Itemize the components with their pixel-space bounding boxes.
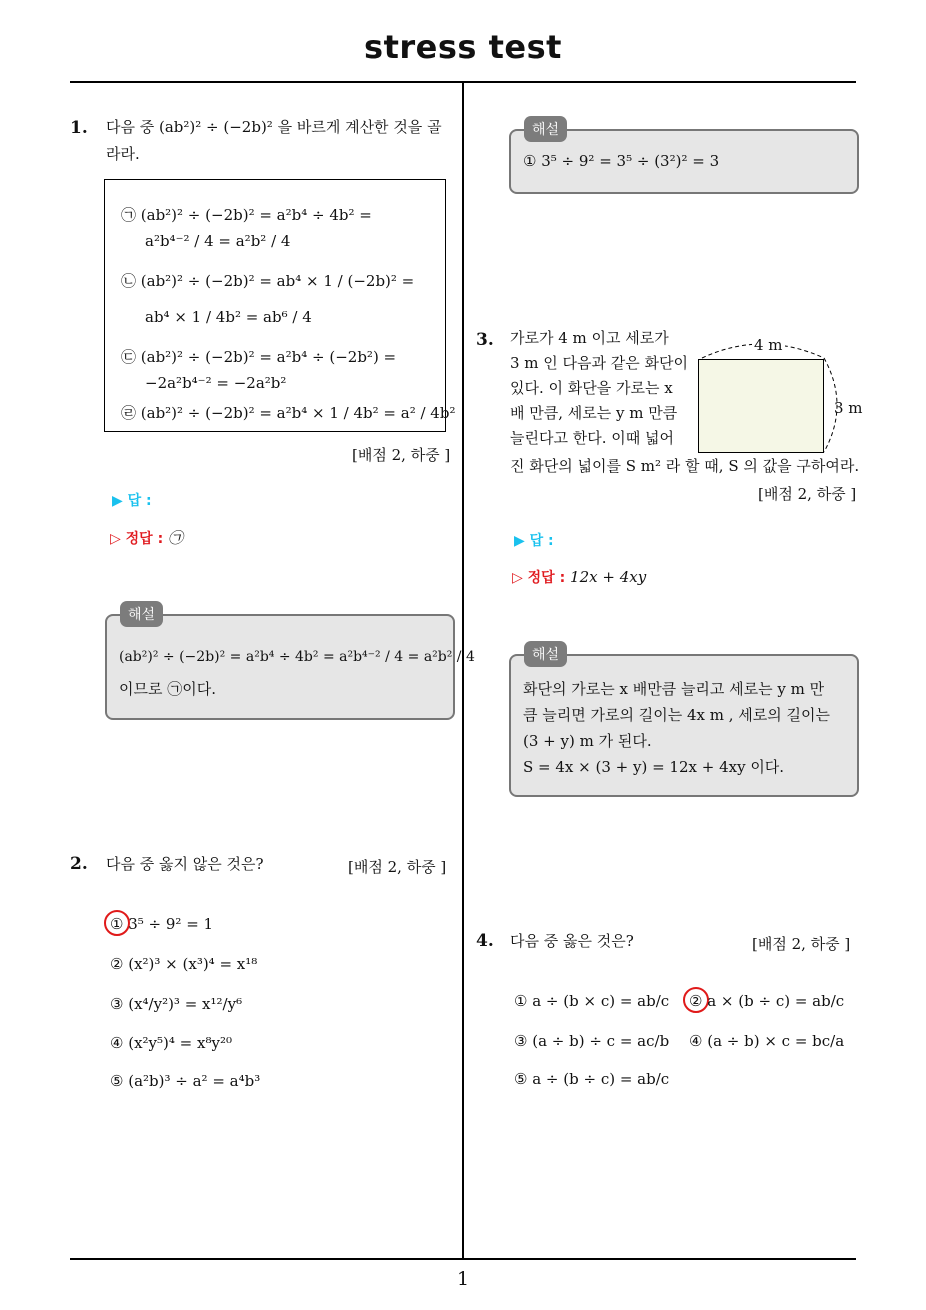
- correct-value: 12x + 4xy: [570, 568, 647, 586]
- solution-line: 큼 늘리면 가로의 길이는 4x m , 세로의 길이는: [523, 706, 830, 724]
- score-label: [배점 2, 하중 ]: [348, 858, 447, 876]
- correct-answer: [110, 527, 183, 548]
- question-number: 2.: [70, 854, 88, 874]
- question-text: 다음 중 (ab²)² ÷ (−2b)² 을 바르게 계산한 것을 골라라.: [106, 118, 442, 163]
- question-text-line: 진 화단의 넓이를 S m² 라 할 때, S 의 값을 구하여라.: [510, 457, 860, 475]
- question-text-line: 배 만큼, 세로는 y m 만큼: [510, 404, 678, 422]
- garden-rect: [698, 359, 824, 453]
- solution-line: S = 4x × (3 + y) = 12x + 4xy 이다.: [523, 758, 785, 776]
- column-divider: [462, 82, 464, 1259]
- option-line: ㉡ (ab²)² ÷ (−2b)² = ab⁴ × 1 / (−2b)² =: [121, 272, 415, 290]
- answer-label: ▶ 답 :: [514, 533, 554, 549]
- question-number: 1.: [70, 118, 88, 138]
- solution-tag: 해설: [524, 641, 567, 667]
- option-line: ② (x²)³ × (x³)⁴ = x¹⁸: [110, 955, 258, 973]
- question-text-line: 가로가 4 m 이고 세로가: [510, 329, 669, 347]
- option-line: ③ (x⁴/y²)³ = x¹²/y⁶: [110, 995, 243, 1013]
- solution-line: ① 3⁵ ÷ 9² = 3⁵ ÷ (3²)² = 3: [523, 152, 720, 170]
- option-line: ② a × (b ÷ c) = ab/c: [689, 992, 845, 1010]
- option-line: ④ (x²y⁵)⁴ = x⁸y²⁰: [110, 1034, 232, 1052]
- solution-box: [105, 614, 475, 720]
- page-title: stress test: [364, 28, 562, 66]
- solution-box: [509, 654, 859, 797]
- option-line: ① 3⁵ ÷ 9² = 1: [110, 915, 214, 933]
- correct-answer: [512, 567, 646, 587]
- question-text-line: 늘린다고 한다. 이때 넓어: [510, 429, 674, 447]
- option-line: ⑤ a ÷ (b ÷ c) = ab/c: [514, 1070, 670, 1088]
- height-label: 3 m: [834, 399, 863, 417]
- footer-rule: [70, 1258, 856, 1260]
- correct-label: ▷ 정답 :: [512, 570, 566, 586]
- question-text-line: 3 m 인 다음과 같은 화단이: [510, 354, 689, 372]
- question-text: 다음 중 옳은 것은?: [510, 932, 634, 950]
- answer-label: ▶ 답 :: [112, 493, 152, 509]
- options-box: [104, 179, 456, 432]
- page-number: 1: [456, 1268, 470, 1290]
- score-label: [배점 2, 하중 ]: [752, 935, 851, 953]
- option-line: ④ (a ÷ b) × c = bc/a: [689, 1032, 845, 1050]
- correct-label: ▷ 정답 :: [110, 531, 164, 547]
- question-text-line: 있다. 이 화단을 가로는 x: [510, 379, 673, 397]
- question-text: 다음 중 옳지 않은 것은?: [106, 855, 264, 873]
- solution-tag: 해설: [120, 601, 163, 627]
- option-line: a²b⁴⁻² / 4 = a²b² / 4: [145, 232, 291, 250]
- option-line: ㉠ (ab²)² ÷ (−2b)² = a²b⁴ ÷ 4b² =: [121, 206, 372, 224]
- option-line: ① a ÷ (b × c) = ab/c: [514, 992, 670, 1010]
- width-label: 4 m: [754, 336, 783, 354]
- solution-line: 화단의 가로는 x 배만큼 늘리고 세로는 y m 만: [523, 680, 825, 698]
- option-line: −2a²b⁴⁻² = −2a²b²: [145, 374, 287, 392]
- solution-tag: 해설: [524, 116, 567, 142]
- score-label: [배점 2, 하중 ]: [758, 485, 857, 503]
- solution-line: 이므로 ㉠이다.: [119, 680, 216, 698]
- option-line: ㉣ (ab²)² ÷ (−2b)² = a²b⁴ × 1 / 4b² = a² / 4b²: [121, 404, 456, 422]
- option-line: ⑤ (a²b)³ ÷ a² = a⁴b³: [110, 1072, 261, 1090]
- option-line: ㉢ (ab²)² ÷ (−2b)² = a²b⁴ ÷ (−2b²) =: [121, 348, 397, 366]
- option-line: ab⁴ × 1 / 4b² = ab⁶ / 4: [145, 308, 312, 326]
- correct-value: ㉠: [168, 529, 184, 547]
- option-line: ③ (a ÷ b) ÷ c = ac/b: [514, 1032, 670, 1050]
- score-label: [배점 2, 하중 ]: [352, 446, 451, 464]
- solution-line: (ab²)² ÷ (−2b)² = a²b⁴ ÷ 4b² = a²b⁴⁻² / 4 = a²b² / 4: [119, 649, 475, 665]
- question-number: 3.: [476, 330, 494, 350]
- solution-line: (3 + y) m 가 된다.: [523, 732, 652, 750]
- question-number: 4.: [476, 931, 494, 951]
